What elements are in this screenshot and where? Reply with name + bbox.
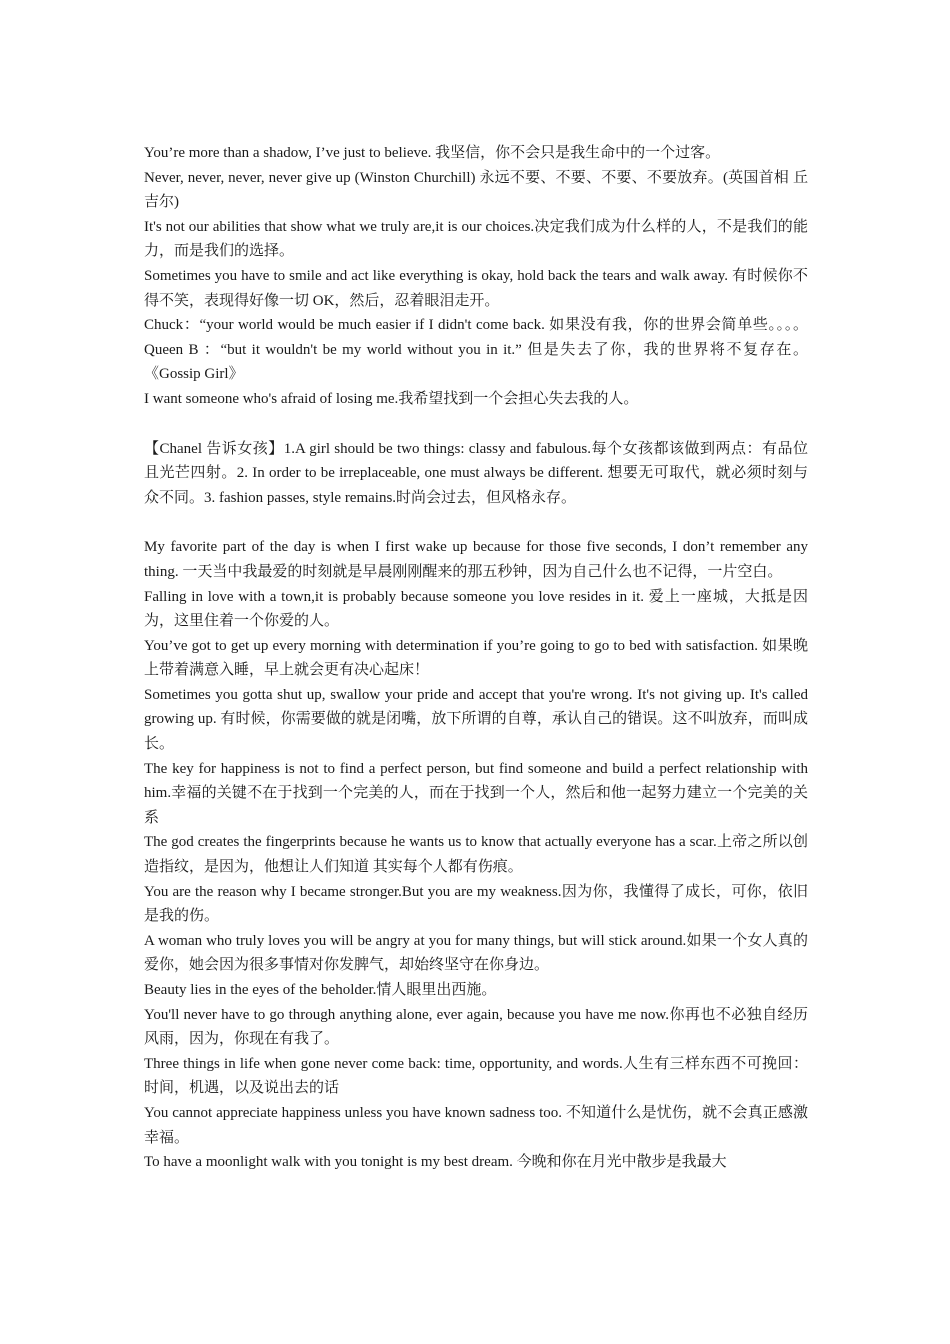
paragraph-4: Sometimes you have to smile and act like everything is okay, hold back the tears and walk away. 有时候你不得不笑，表现得好像一切 OK，然后，忍着眼泪走开。 bbox=[144, 267, 808, 309]
paragraph-13: Sometimes you gotta shut up, swallow your pride and accept that you're wrong. It's not giving up. It's called growing up. 有时候，你需要做的就是闭嘴，放下所谓的自尊，承认自己的错误。这不叫放弃，而叫成长。 bbox=[144, 686, 808, 753]
paragraph-21: You cannot appreciate happiness unless you have known sadness too. 不知道什么是忧伤，就不会真正感激幸福。 bbox=[144, 1104, 808, 1146]
paragraph-18: Beauty lies in the eyes of the beholder.情人眼里出西施。 bbox=[144, 982, 497, 998]
paragraph-15: The god creates the fingerprints because he wants us to know that actually everyone has a scar.上帝之所以创造指纹，是因为，他想让人们知道 其实每个人都有伤痕。 bbox=[144, 834, 808, 876]
paragraph-6: I want someone who's afraid of losing me.我希望找到一个会担心失去我的人。 bbox=[144, 390, 639, 407]
blank-line bbox=[144, 510, 808, 535]
paragraph-12: You’ve got to get up every morning with determination if you’re going to go to bed with satisfaction. 如果晚上带着满意入睡，早上就会更有决心起床！ bbox=[144, 637, 808, 679]
paragraph-19: You'll never have to go through anything alone, ever again, because you have me now.你再也不必独自经历风雨，因为，你现在有我了。 bbox=[144, 1006, 808, 1048]
paragraph-2: Never, never, never, never give up (Winston Churchill) 永远不要、不要、不要、不要放弃。(英国首相 丘吉尔) bbox=[144, 169, 808, 211]
paragraph-20: Three things in life when gone never come back: time, opportunity, and words.人生有三样东西不可挽回：时间，机遇，以及说出去的话 bbox=[144, 1055, 808, 1097]
paragraph-14: The key for happiness is not to find a perfect person, but find someone and build a perfect relationship with him.幸福的关键不在于找到一个完美的人，而在于找到一个人，然后和他一起努力建立一个完美的关系 bbox=[144, 760, 808, 826]
paragraph-22: To have a moonlight walk with you tonight is my best dream. 今晚和你在月光中散步是我最大 bbox=[144, 1154, 727, 1171]
paragraph-10: My favorite part of the day is when I first wake up because for those five seconds, I don’t remember any thing. 一天当中我最爱的时刻就是早晨刚刚醒来的那五秒钟，因为自己什么也不记得，一片空白。 bbox=[144, 539, 808, 580]
paragraph-11: Falling in love with a town,it is probably because someone you love resides in it. 爱上一座城，大抵是因为，这里住着一个你爱的人。 bbox=[144, 588, 808, 630]
paragraph-chanel: 【Chanel 告诉女孩】1.A girl should be two things: classy and fabulous.每个女孩都该做到两点：有品位且光芒四射。2. In order to be irreplaceable, one must always be different. 想要无可取代，就必须时刻与众不同。3. fashion passes, style remains.时尚会过去，但风格永存。 bbox=[144, 440, 808, 506]
document-body bbox=[144, 141, 808, 1175]
blank-line bbox=[144, 412, 808, 437]
paragraph-17: A woman who truly loves you will be angry at you for many things, but will stick around.如果一个女人真的爱你，她会因为很多事情对你发脾气，却始终坚守在你身边。 bbox=[144, 932, 808, 974]
paragraph-5: Chuck：“your world would be much easier if I didn't come back. 如果没有我，你的世界会简单些。。。。Queen B ：“but it wouldn't be my world without you in it.” 但是失去了你，我的世界将不复存在。《Gossip Girl》 bbox=[144, 317, 808, 383]
paragraph-1: You’re more than a shadow, I’ve just to believe. 我坚信，你不会只是我生命中的一个过客。 bbox=[144, 145, 721, 161]
paragraph-3: It's not our abilities that show what we truly are,it is our choices.决定我们成为什么样的人，不是我们的能力，而是我们的选择。 bbox=[144, 218, 808, 260]
paragraph-16: You are the reason why I became stronger.But you are my weakness.因为你，我懂得了成长，可你，依旧是我的伤。 bbox=[144, 883, 808, 925]
